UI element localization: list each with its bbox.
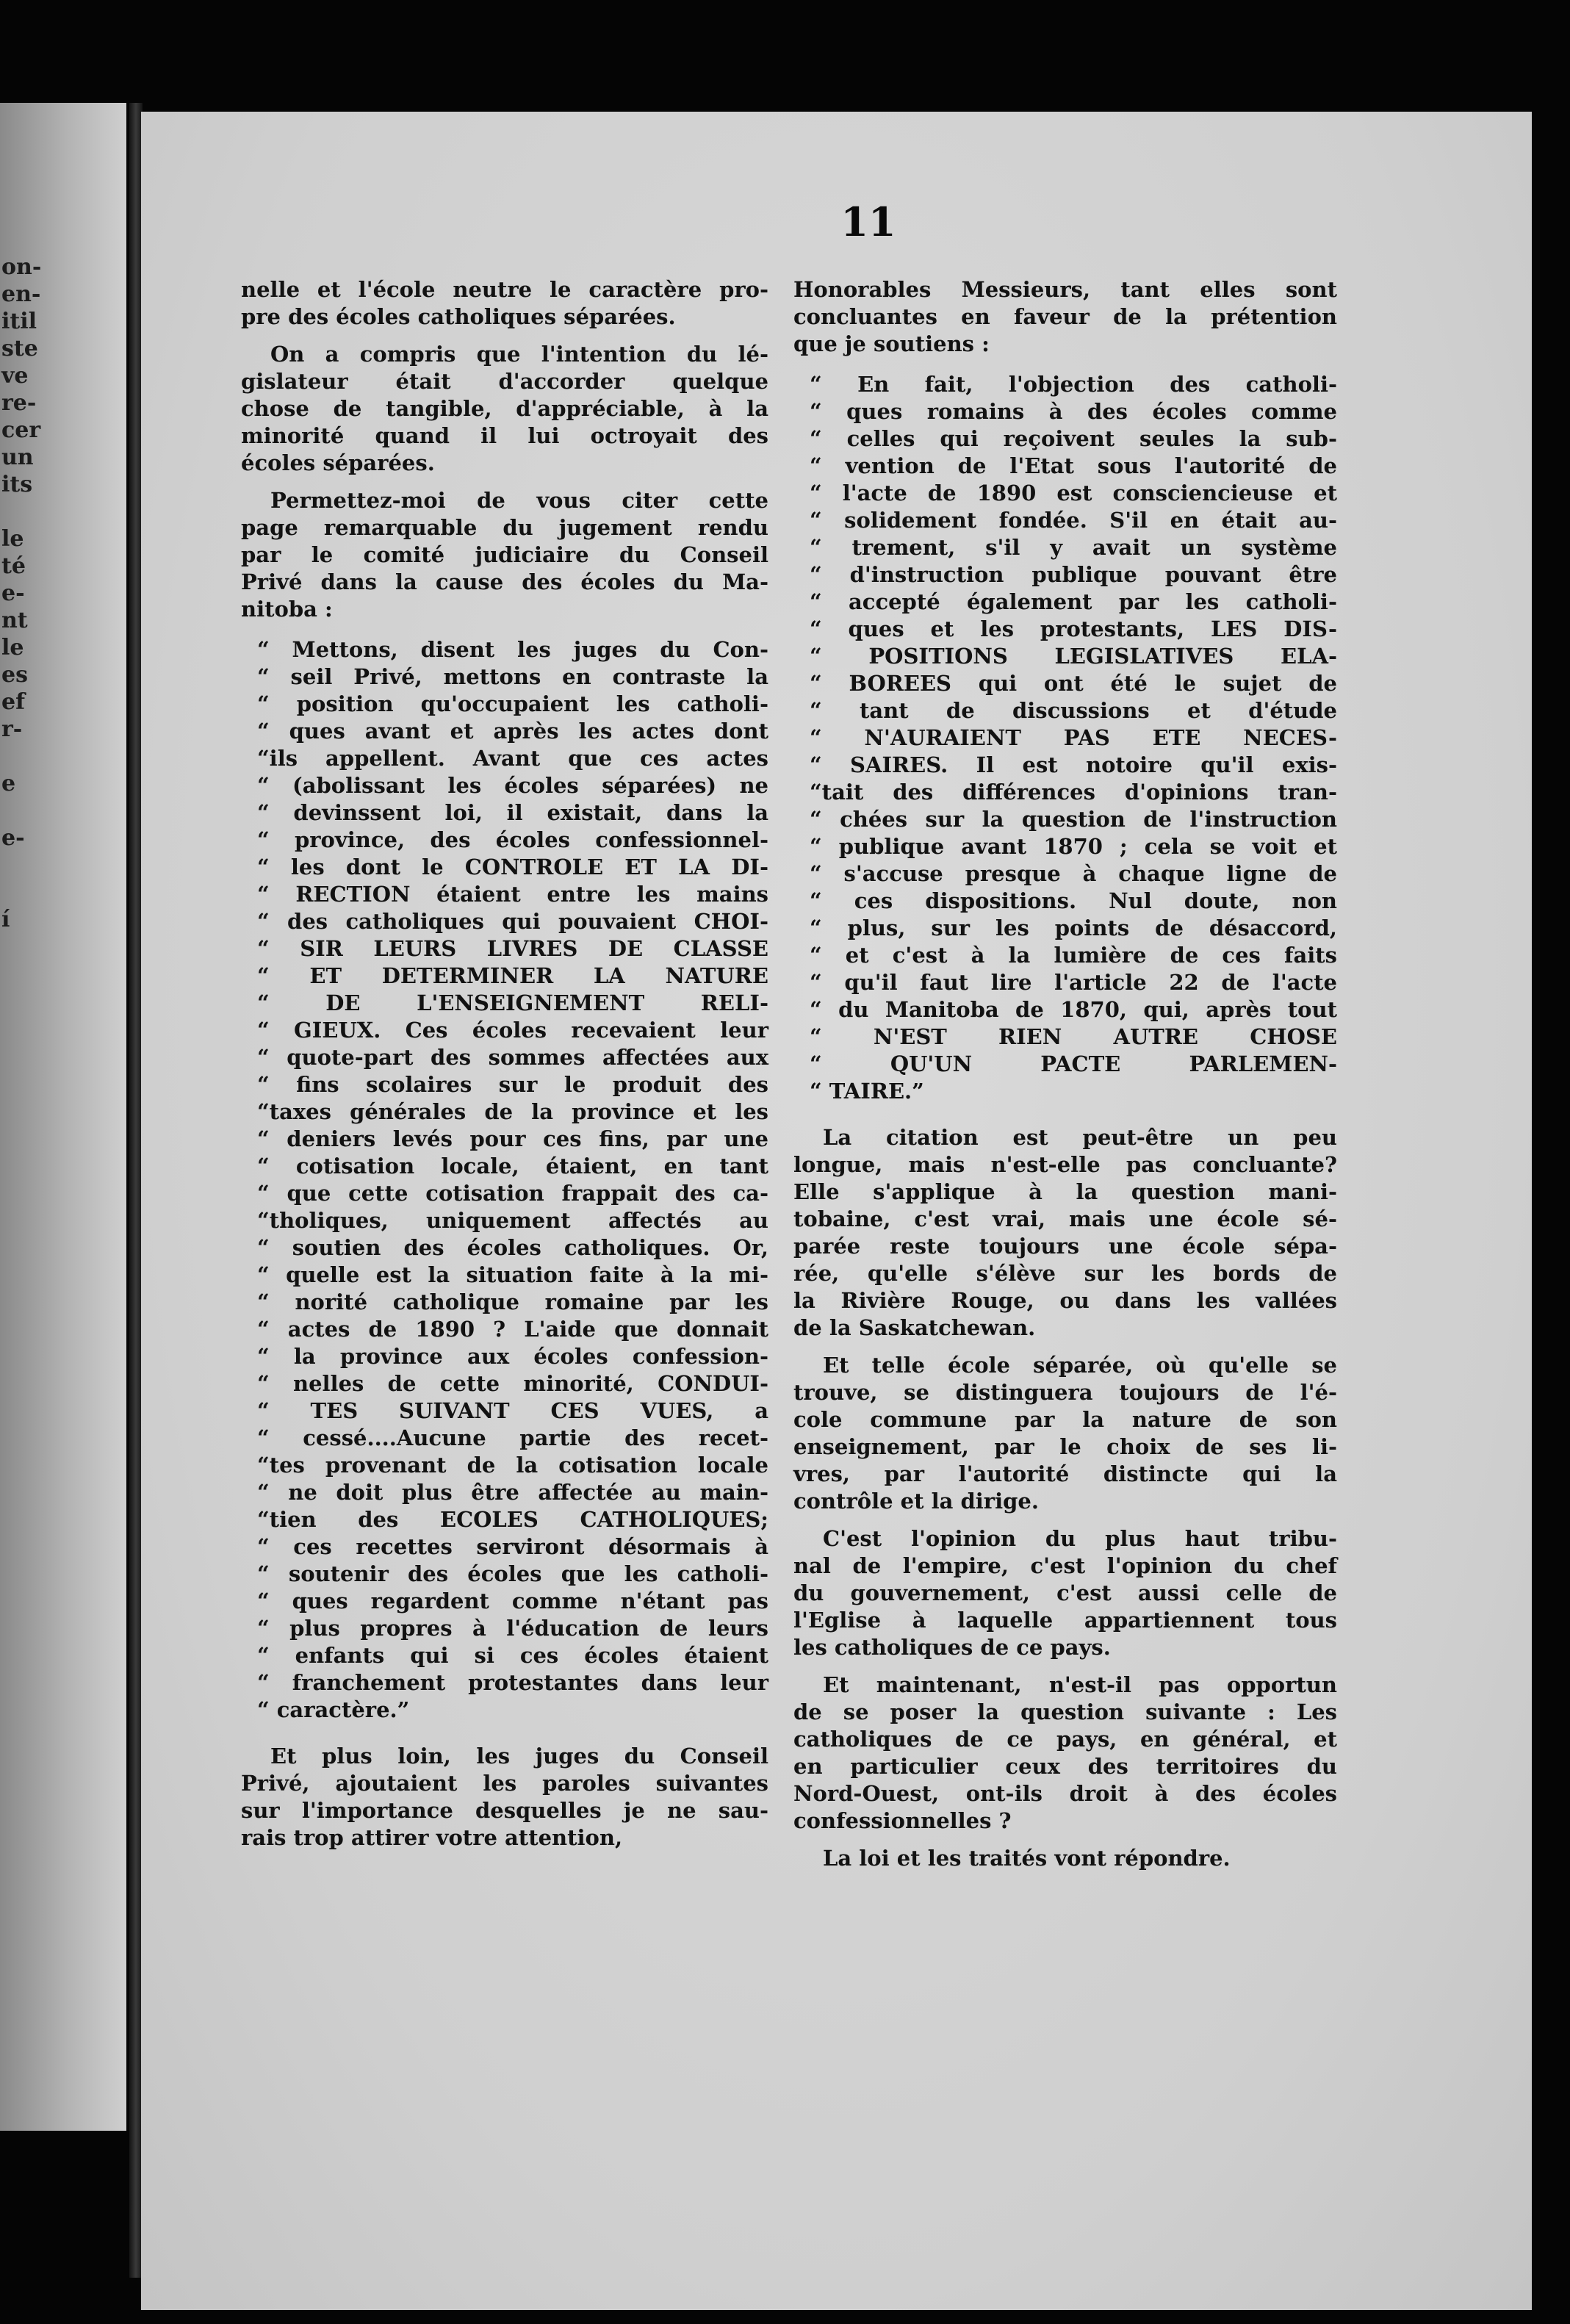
text-line: pre des écoles catholiques séparées.	[241, 304, 676, 329]
text-line: “ En fait, l'objection des catholi-	[810, 372, 1337, 397]
text-line: “tholiques, uniquement affectés au	[257, 1208, 768, 1233]
text-line: tobaine, c'est vrai, mais une école sé-	[793, 1206, 1337, 1231]
text-line: “ la province aux écoles confession-	[257, 1344, 768, 1369]
text-line: Nord-Ouest, ont-ils droit à des écoles	[793, 1781, 1337, 1806]
text-line: “ accepté également par les catholi-	[810, 589, 1337, 614]
text-line: “ ces dispositions. Nul doute, non	[810, 888, 1337, 913]
paragraph	[241, 276, 768, 331]
text-line: Et telle école séparée, où qu'elle se	[823, 1353, 1337, 1378]
text-line: trouve, se distinguera toujours de l'é-	[793, 1380, 1337, 1405]
text-line: “ norité catholique romaine par les	[257, 1289, 768, 1314]
text-line: cole commune par la nature de son	[793, 1407, 1337, 1432]
paragraph	[793, 1124, 1337, 1342]
previous-page-text-fragment: re-	[1, 390, 37, 416]
document-page	[141, 112, 1532, 2310]
text-line: C'est l'opinion du plus haut tribu-	[823, 1526, 1337, 1551]
text-line: “ ques regardent comme n'étant pas	[257, 1589, 768, 1614]
text-line: enseignement, par le choix de ses li-	[793, 1434, 1337, 1459]
text-line: “ fins scolaires sur le produit des	[257, 1072, 768, 1097]
paragraph	[793, 1672, 1337, 1835]
text-line: rais trop attirer votre attention,	[241, 1825, 623, 1850]
text-line: “ N'AURAIENT PAS ETE NECES-	[810, 725, 1337, 750]
text-line: “ d'instruction publique pouvant être	[810, 562, 1337, 587]
text-line: “ celles qui reçoivent seules la sub-	[810, 426, 1337, 451]
previous-page-text-fragment: ef	[1, 689, 25, 715]
left-text-column	[241, 276, 768, 1862]
text-line: “ (abolissant les écoles séparées) ne	[257, 773, 768, 798]
text-line: “ que cette cotisation frappait des ca-	[257, 1181, 768, 1206]
text-line: écoles séparées.	[241, 450, 435, 475]
text-line: parée reste toujours une école sépa-	[793, 1234, 1337, 1259]
text-line: “ ques avant et après les actes dont	[257, 719, 768, 744]
previous-page-text-fragment: itil	[1, 309, 37, 334]
text-line: “ POSITIONS LEGISLATIVES ELA-	[810, 644, 1337, 669]
text-line: en particulier ceux des territoires du	[793, 1754, 1337, 1779]
text-line: “ des catholiques qui pouvaient CHOI-	[257, 909, 768, 934]
text-line: “ soutenir des écoles que les catholi-	[257, 1561, 768, 1586]
text-line: Honorables Messieurs, tant elles sont	[793, 277, 1337, 302]
text-line: “ SAIRES. Il est notoire qu'il exis-	[810, 752, 1337, 777]
text-line: “ Mettons, disent les juges du Con-	[257, 637, 768, 662]
previous-page-text-fragment: le	[1, 635, 24, 661]
text-line: concluantes en faveur de la prétention	[793, 304, 1337, 329]
previous-page-text-fragment: en-	[1, 281, 41, 307]
previous-page-text-fragment: nt	[1, 608, 28, 633]
paragraph	[241, 487, 768, 623]
text-line: “ les dont le CONTROLE ET LA DI-	[257, 855, 768, 879]
text-line: vres, par l'autorité distincte qui la	[793, 1461, 1337, 1486]
text-line: “ l'acte de 1890 est consciencieuse et	[810, 481, 1337, 506]
previous-page-text-fragment: té	[1, 553, 26, 579]
text-line: “ position qu'occupaient les catholi-	[257, 691, 768, 716]
previous-page-text-fragment: e	[1, 771, 16, 796]
text-line: “ et c'est à la lumière de ces faits	[810, 943, 1337, 968]
text-line: “ trement, s'il y avait un système	[810, 535, 1337, 560]
text-line: “ seil Privé, mettons en contraste la	[257, 664, 768, 689]
text-line: “tait des différences d'opinions tran-	[810, 780, 1337, 805]
text-line: “ enfants qui si ces écoles étaient	[257, 1643, 768, 1668]
text-line: “ cessé....Aucune partie des recet-	[257, 1425, 768, 1450]
text-line: rée, qu'elle s'élève sur les bords de	[793, 1261, 1337, 1286]
right-text-column	[793, 276, 1337, 1882]
text-line: “ils appellent. Avant que ces actes	[257, 746, 768, 771]
text-line: page remarquable du jugement rendu	[241, 515, 768, 540]
text-line: “ ces recettes serviront désormais à	[257, 1534, 768, 1559]
text-line: “ qu'il faut lire l'article 22 de l'acte	[810, 970, 1337, 995]
text-line: “ du Manitoba de 1870, qui, après tout	[810, 997, 1337, 1022]
text-line: “taxes générales de la province et les	[257, 1099, 768, 1124]
text-line: gislateur était d'accorder quelque	[241, 369, 768, 394]
text-line: “ QU'UN PACTE PARLEMEN-	[810, 1051, 1337, 1076]
text-line: Privé dans la cause des écoles du Ma-	[241, 569, 768, 594]
text-line: de la Saskatchewan.	[793, 1315, 1036, 1340]
text-line: “ cotisation locale, étaient, en tant	[257, 1154, 768, 1179]
text-line: “ ET DETERMINER LA NATURE	[257, 963, 768, 988]
text-line: du gouvernement, c'est aussi celle de	[793, 1580, 1337, 1605]
text-line: Elle s'applique à la question mani-	[793, 1179, 1337, 1204]
text-line: “ nelles de cette minorité, CONDUI-	[257, 1371, 768, 1396]
text-line: l'Eglise à laquelle appartiennent tous	[793, 1608, 1337, 1633]
text-line: “tes provenant de la cotisation locale	[257, 1453, 768, 1478]
previous-page-text-fragment: le	[1, 526, 24, 552]
previous-page-text-fragment: on-	[1, 254, 42, 280]
text-line: Privé, ajoutaient les paroles suivantes	[241, 1771, 768, 1796]
text-line: “ soutien des écoles catholiques. Or,	[257, 1235, 768, 1260]
text-line: la Rivière Rouge, ou dans les vallées	[793, 1288, 1337, 1313]
previous-page-text-fragment: e-	[1, 580, 25, 606]
text-line: “ devinssent loi, il existait, dans la	[257, 800, 768, 825]
text-line: Permettez-moi de vous citer cette	[270, 488, 768, 513]
paragraph	[241, 341, 768, 477]
text-line: “ BOREES qui ont été le sujet de	[810, 671, 1337, 696]
text-line: de se poser la question suivante : Les	[793, 1699, 1337, 1724]
text-line: La citation est peut-être un peu	[823, 1125, 1337, 1150]
text-line: “ N'EST RIEN AUTRE CHOSE	[810, 1024, 1337, 1049]
previous-page-text-fragment: e-	[1, 825, 25, 851]
text-line: “ TES SUIVANT CES VUES, a	[257, 1398, 768, 1423]
text-line: On a compris que l'intention du lé-	[270, 342, 768, 367]
text-line: “ plus propres à l'éducation de leurs	[257, 1616, 768, 1641]
text-line: “ SIR LEURS LIVRES DE CLASSE	[257, 936, 768, 961]
text-line: nitoba :	[241, 597, 333, 622]
text-line: chose de tangible, d'appréciable, à la	[241, 396, 768, 421]
text-line: “ deniers levés pour ces fins, par une	[257, 1126, 768, 1151]
text-line: catholiques de ce pays, en général, et	[793, 1727, 1337, 1752]
text-line: La loi et les traités vont répondre.	[823, 1846, 1231, 1871]
text-line: “ chées sur la question de l'instruction	[810, 807, 1337, 832]
text-line: que je soutiens :	[793, 331, 990, 356]
text-line: Et maintenant, n'est-il pas opportun	[823, 1672, 1337, 1697]
paragraph	[241, 1743, 768, 1852]
text-line: “ caractère.”	[257, 1697, 410, 1722]
text-line: “ GIEUX. Ces écoles recevaient leur	[257, 1018, 768, 1043]
text-line: “ solidement fondée. S'il en était au-	[810, 508, 1337, 533]
text-line: “ actes de 1890 ? L'aide que donnait	[257, 1317, 768, 1342]
text-line: “ s'accuse presque à chaque ligne de	[810, 861, 1337, 886]
text-line: “ ques romains à des écoles comme	[810, 399, 1337, 424]
previous-page-text-fragment: un	[1, 445, 34, 470]
text-line: “ RECTION étaient entre les mains	[257, 882, 768, 907]
text-line: “ vention de l'Etat sous l'autorité de	[810, 453, 1337, 478]
text-line: sur l'importance desquelles je ne sau-	[241, 1798, 768, 1823]
quoted-passage	[241, 636, 768, 1724]
page-number: 11	[840, 198, 896, 245]
paragraph	[793, 1845, 1337, 1872]
text-line: les catholiques de ce pays.	[793, 1635, 1111, 1660]
text-line: “ franchement protestantes dans leur	[257, 1670, 768, 1695]
text-line: nelle et l'école neutre le caractère pro-	[241, 277, 768, 302]
text-line: minorité quand il lui octroyait des	[241, 423, 768, 448]
previous-page-text-fragment: cer	[1, 417, 41, 443]
paragraph	[793, 1352, 1337, 1515]
text-line: “ tant de discussions et d'étude	[810, 698, 1337, 723]
text-line: “ DE L'ENSEIGNEMENT RELI-	[257, 990, 768, 1015]
paragraph	[793, 276, 1337, 358]
text-line: “ province, des écoles confessionnel-	[257, 827, 768, 852]
previous-page-text-fragment: es	[1, 662, 28, 688]
text-line: longue, mais n'est-elle pas concluante?	[793, 1152, 1337, 1177]
text-line: confessionnelles ?	[793, 1808, 1012, 1833]
previous-page-text-fragment: r-	[1, 716, 23, 742]
previous-page-text-fragment: í	[1, 907, 10, 932]
text-line: nal de l'empire, c'est l'opinion du chef	[793, 1553, 1337, 1578]
text-line: “tien des ECOLES CATHOLIQUES;	[257, 1507, 768, 1532]
quoted-passage	[793, 371, 1337, 1105]
paragraph	[793, 1525, 1337, 1661]
text-line: “ quote-part des sommes affectées aux	[257, 1045, 768, 1070]
text-line: “ ne doit plus être affectée au main-	[257, 1480, 768, 1505]
text-line: “ plus, sur les points de désaccord,	[810, 915, 1337, 940]
previous-page-text-fragment: its	[1, 472, 33, 497]
text-line: par le comité judiciaire du Conseil	[241, 542, 768, 567]
text-line: “ TAIRE.”	[810, 1079, 924, 1104]
text-line: “ publique avant 1870 ; cela se voit et	[810, 834, 1337, 859]
previous-page-text-fragment: ste	[1, 336, 38, 361]
text-line: Et plus loin, les juges du Conseil	[270, 1744, 768, 1769]
previous-page-edge	[0, 103, 126, 2131]
previous-page-text-fragment: ve	[1, 363, 29, 389]
text-line: “ quelle est la situation faite à la mi-	[257, 1262, 768, 1287]
text-line: contrôle et la dirige.	[793, 1489, 1039, 1514]
text-line: “ ques et les protestants, LES DIS-	[810, 616, 1337, 641]
